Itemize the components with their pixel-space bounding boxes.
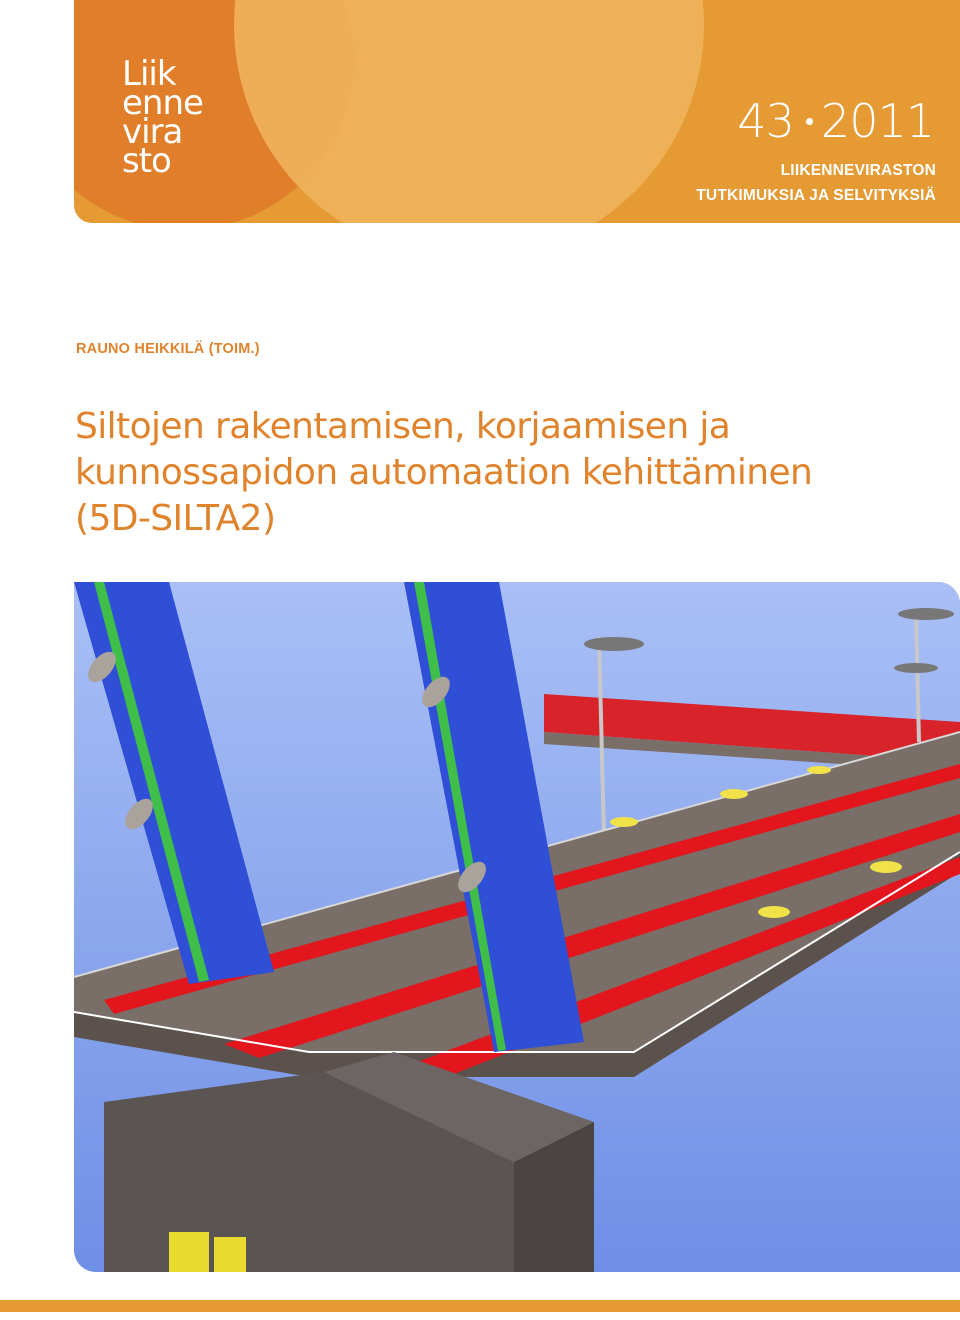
- logo-line: vira: [122, 112, 183, 152]
- logo-line: Liik: [122, 54, 176, 94]
- bridge-model-illustration: [74, 582, 960, 1272]
- footer-bar: [0, 1300, 960, 1312]
- series-name-line1: LIIKENNEVIRASTON: [780, 162, 936, 179]
- series-name-line2: TUTKIMUKSIA JA SELVITYKSIÄ: [696, 187, 936, 204]
- title-line: kunnossapidon automaation kehittäminen: [75, 452, 813, 493]
- logo-line: enne: [122, 83, 203, 123]
- bridge-model-image: [74, 582, 960, 1272]
- separator-dot: [806, 118, 813, 125]
- series-year: 2011: [820, 94, 934, 148]
- decorative-circle: [234, 0, 704, 223]
- series-number: [737, 94, 934, 148]
- document-title: [75, 404, 935, 542]
- logo-line: sto: [122, 141, 171, 181]
- author: RAUNO HEIKKILÄ (TOIM.): [76, 341, 260, 357]
- title-line: Siltojen rakentamisen, korjaamisen ja: [75, 406, 731, 447]
- series-issue: 43: [737, 94, 794, 148]
- title-line: (5D-SILTA2): [75, 498, 276, 539]
- liikennevirasto-logo: [122, 54, 203, 181]
